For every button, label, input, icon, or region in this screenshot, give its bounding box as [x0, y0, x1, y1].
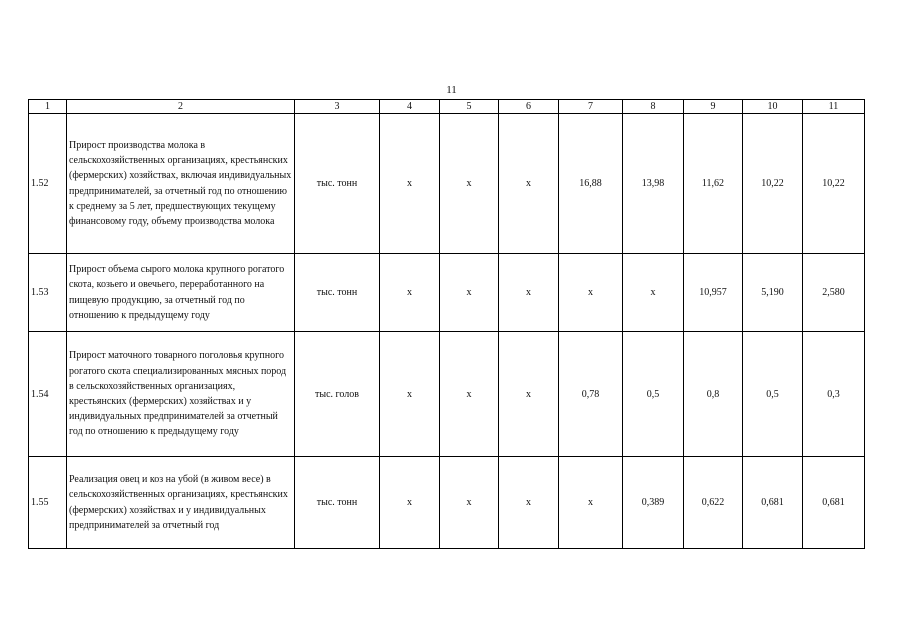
- column-header: 9: [684, 100, 743, 114]
- row-description: Прирост производства молока в сельскохозяйственных организациях, крестьянских (фермерских) хозяйствах, включая индивидуальных предпринимателей, за отчетный год по отношению к среднему за 5 лет, предшествующих текущему финансовому году, объему производства молока: [67, 114, 295, 254]
- column-header: 3: [295, 100, 380, 114]
- column-header: 5: [440, 100, 499, 114]
- column-header: 8: [623, 100, 684, 114]
- column-header: 4: [380, 100, 440, 114]
- row-value: х: [440, 114, 499, 254]
- row-number: 1.52: [29, 114, 67, 254]
- table-row: [29, 457, 865, 549]
- row-description: Реализация овец и коз на убой (в живом весе) в сельскохозяйственных организациях, крестьянских (фермерских) хозяйствах и у индивидуальных предпринимателей за отчетный год: [67, 457, 295, 549]
- header-row: [29, 100, 865, 114]
- row-description: Прирост объема сырого молока крупного рогатого скота, козьего и овечьего, переработанного на пищевую продукцию, за отчетный год по отношению к предыдущему году: [67, 254, 295, 332]
- row-value: 10,22: [803, 114, 865, 254]
- row-value: х: [499, 332, 559, 457]
- row-unit: тыс. голов: [295, 332, 380, 457]
- row-value: 2,580: [803, 254, 865, 332]
- table-row: [29, 254, 865, 332]
- row-number: 1.53: [29, 254, 67, 332]
- table-row: [29, 332, 865, 457]
- row-value: 0,78: [559, 332, 623, 457]
- indicators-table: [28, 99, 865, 549]
- row-value: 0,5: [623, 332, 684, 457]
- row-value: 13,98: [623, 114, 684, 254]
- column-header: 11: [803, 100, 865, 114]
- row-value: 11,62: [684, 114, 743, 254]
- row-value: 0,681: [743, 457, 803, 549]
- row-value: х: [499, 457, 559, 549]
- column-header: 1: [29, 100, 67, 114]
- row-value: 5,190: [743, 254, 803, 332]
- column-header: 6: [499, 100, 559, 114]
- row-value: х: [380, 457, 440, 549]
- row-value: 0,8: [684, 332, 743, 457]
- row-value: 0,5: [743, 332, 803, 457]
- row-unit: тыс. тонн: [295, 457, 380, 549]
- row-value: 0,389: [623, 457, 684, 549]
- row-unit: тыс. тонн: [295, 114, 380, 254]
- row-value: х: [440, 332, 499, 457]
- row-value: х: [559, 457, 623, 549]
- row-value: 10,957: [684, 254, 743, 332]
- row-value: х: [623, 254, 684, 332]
- row-number: 1.55: [29, 457, 67, 549]
- row-value: 0,3: [803, 332, 865, 457]
- row-value: 0,622: [684, 457, 743, 549]
- row-value: х: [440, 457, 499, 549]
- row-value: 16,88: [559, 114, 623, 254]
- row-number: 1.54: [29, 332, 67, 457]
- row-unit: тыс. тонн: [295, 254, 380, 332]
- row-value: 10,22: [743, 114, 803, 254]
- column-header: 10: [743, 100, 803, 114]
- row-value: х: [380, 332, 440, 457]
- table-row: [29, 114, 865, 254]
- page-number: 11: [446, 84, 457, 96]
- row-value: х: [380, 254, 440, 332]
- row-value: х: [559, 254, 623, 332]
- row-value: х: [380, 114, 440, 254]
- column-header: 7: [559, 100, 623, 114]
- column-header: 2: [67, 100, 295, 114]
- row-value: х: [499, 114, 559, 254]
- row-value: х: [499, 254, 559, 332]
- row-value: х: [440, 254, 499, 332]
- row-value: 0,681: [803, 457, 865, 549]
- row-description: Прирост маточного товарного поголовья крупного рогатого скота специализированных мясных пород в сельскохозяйственных организациях, крестьянских (фермерских) хозяйствах и у индивидуальных предпринимателей за отчетный год по отношению к предыдущему году: [67, 332, 295, 457]
